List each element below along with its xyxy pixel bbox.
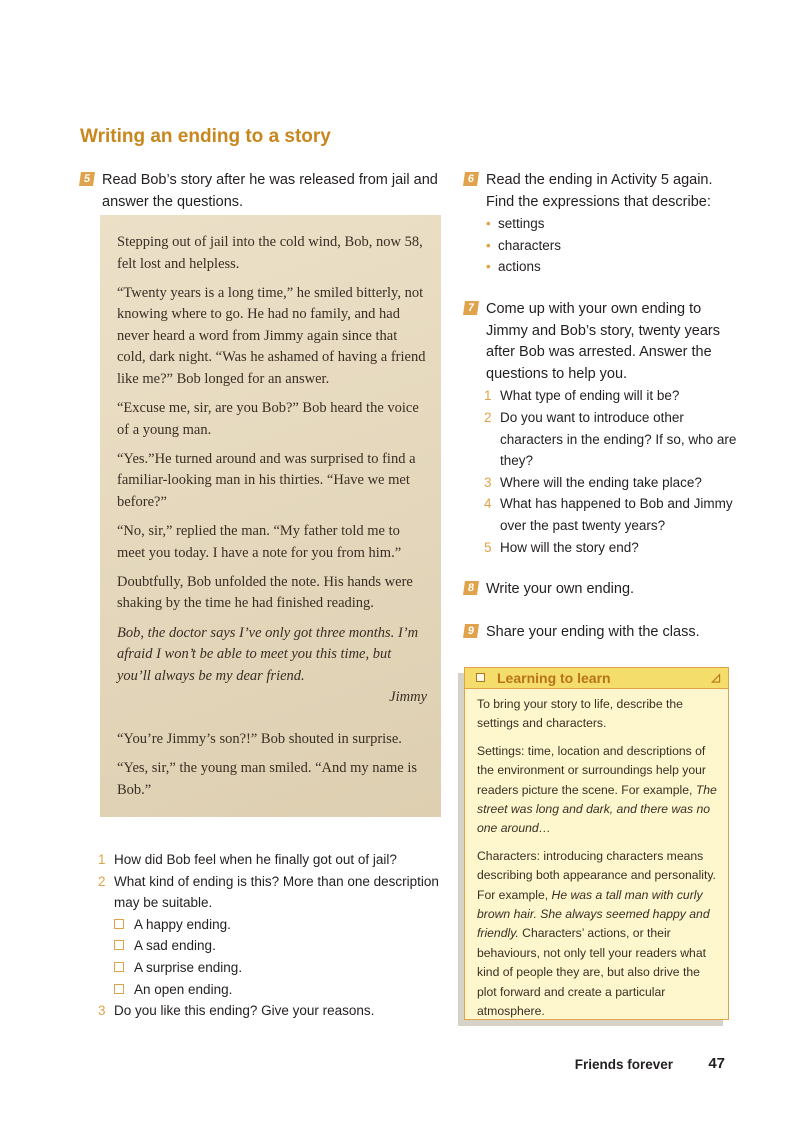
learning-paragraph-characters	[477, 847, 718, 1022]
story-paragraph: Doubtfully, Bob unfolded the note. His hands were shaking by the time he had finished reading.	[117, 573, 413, 612]
checkbox[interactable]	[114, 984, 124, 994]
square-icon	[476, 673, 485, 682]
option-label: An open ending.	[134, 981, 233, 997]
question-number: 4	[484, 496, 492, 512]
activity-7-questions	[464, 385, 739, 558]
activity-7-prompt	[464, 299, 739, 385]
characters-example: He was a tall man with curly brown hair. She always seemed happy and friendly.	[477, 887, 710, 941]
learning-to-learn-box	[464, 667, 729, 1020]
question-number: 1	[484, 388, 492, 404]
activity-number-badge: 9	[463, 624, 479, 638]
checkbox[interactable]	[114, 940, 124, 950]
activity-number-badge: 7	[463, 301, 479, 315]
activity-9-text: Share your ending with the class.	[486, 624, 700, 640]
activity-8-text: Write your own ending.	[486, 581, 635, 597]
question-number: 2	[98, 873, 106, 889]
option-item[interactable]	[114, 957, 458, 979]
question-number: 2	[484, 409, 492, 425]
option-label: A sad ending.	[134, 938, 216, 954]
activity-7	[464, 299, 739, 558]
question-item	[484, 537, 739, 559]
question-item	[484, 472, 739, 494]
story-letter-signature: Jimmy	[389, 689, 427, 706]
story-panel	[100, 215, 441, 817]
activity-9	[464, 622, 739, 644]
story-paragraph: “You’re Jimmy’s son?!” Bob shouted in surprise.	[117, 730, 402, 747]
activity-5-questions	[98, 849, 458, 1022]
story-paragraph: “Excuse me, sir, are you Bob?” Bob heard the voice of a young man.	[117, 400, 419, 438]
question-number: 3	[98, 1003, 106, 1019]
activity-6-prompt	[464, 170, 739, 213]
story-paragraph: “Twenty years is a long time,” he smiled bitterly, not knowing where to go. He had no family, and had never heard a word from Jimmy again since that cold, dark night. “Was he ashamed of having a friend like me?” Bob longed for an answer.	[117, 284, 426, 388]
option-label: A happy ending.	[134, 916, 231, 932]
question-item	[98, 871, 458, 1001]
option-item[interactable]	[114, 979, 458, 1001]
question-item	[98, 849, 458, 871]
learning-paragraph-settings	[477, 742, 718, 839]
question-number: 1	[98, 852, 106, 867]
activity-6-bullets	[464, 213, 739, 278]
question-text: How did Bob feel when he finally got out of jail?	[114, 852, 397, 867]
question-text: What type of ending will it be?	[500, 388, 680, 404]
page-number: 47	[708, 1055, 725, 1072]
activity-9-prompt	[464, 622, 739, 644]
question-item	[484, 385, 739, 407]
story-paragraph: Stepping out of jail into the cold wind, Bob, now 58, felt lost and helpless.	[117, 234, 423, 272]
option-label: A surprise ending.	[134, 959, 243, 975]
bullet-item: • actions	[486, 256, 739, 278]
checkbox[interactable]	[114, 962, 124, 972]
option-item[interactable]	[114, 935, 458, 957]
question-text: Where will the ending take place?	[500, 474, 702, 490]
story-paragraph: “Yes.”He turned around and was surprised to find a familiar-looking man in his thirties. “Have we met before?”	[117, 450, 416, 511]
learning-paragraph: To bring your story to life, describe the settings and characters.	[477, 697, 683, 731]
activity-8-prompt	[464, 579, 739, 601]
question-number: 3	[484, 474, 492, 490]
characters-text: Characters: introducing characters means describing both appearance and personality. For example,	[477, 848, 716, 902]
question-text: What kind of ending is this? More than one description may be suitable.	[114, 873, 439, 911]
question-text: How will the story end?	[500, 539, 639, 555]
question-number: 5	[484, 539, 492, 555]
unit-title: Friends forever	[574, 1057, 673, 1072]
activity-number-badge: 8	[463, 581, 479, 595]
activity-6	[464, 170, 739, 278]
activity-5	[80, 170, 450, 213]
question-item	[484, 407, 739, 472]
learning-box-title: Learning to learn	[497, 670, 611, 686]
activity-5-prompt	[80, 170, 450, 213]
characters-text-2: Characters’ actions, or their behaviours, not only tell your readers what kind of people they are, but also drive the plot forward and create a particular atmosphere.	[477, 926, 706, 1019]
settings-text: Settings: time, location and descriptions of the environment or surroundings help your readers picture the scene. For example,	[477, 743, 706, 797]
activity-7-text: Come up with your own ending to Jimmy and Bob’s story, twenty years after Bob was arrested. Answer the questions to help you.	[486, 301, 720, 382]
corner-triangle-icon: ◿	[711, 672, 720, 684]
settings-example: The street was long and dark, and there was no one around…	[477, 782, 717, 836]
ending-options	[114, 914, 458, 1000]
activity-6-text: Read the ending in Activity 5 again. Find the expressions that describe:	[486, 172, 713, 210]
activity-number-badge: 5	[79, 172, 95, 186]
page-footer	[560, 1055, 730, 1075]
bullet-item: • characters	[486, 235, 739, 257]
activity-8	[464, 579, 739, 601]
learning-box-header	[465, 668, 728, 689]
activity-number-badge: 6	[463, 172, 479, 186]
question-text: What has happened to Bob and Jimmy over the past twenty years?	[500, 496, 733, 533]
question-item	[98, 1000, 458, 1022]
bullet-item: • settings	[486, 213, 739, 235]
learning-box-body	[465, 689, 728, 1022]
story-paragraph: “Yes, sir,” the young man smiled. “And my name is Bob.”	[117, 759, 417, 798]
question-item	[484, 493, 739, 536]
story-paragraph: “No, sir,” replied the man. “My father told me to meet you today. I have a note for you from him.”	[117, 523, 402, 561]
activity-5-text: Read Bob’s story after he was released from jail and answer the questions.	[102, 172, 438, 210]
story-letter: Bob, the doctor says I’ve only got three months. I’m afraid I won’t be able to meet you this time, but you’ll always be my dear friend.	[117, 624, 419, 684]
question-text: Do you like this ending? Give your reasons.	[114, 1003, 375, 1019]
option-item[interactable]	[114, 914, 458, 936]
question-text: Do you want to introduce other characters in the ending? If so, who are they?	[500, 409, 737, 469]
section-heading: Writing an ending to a story	[80, 126, 331, 147]
checkbox[interactable]	[114, 919, 124, 929]
